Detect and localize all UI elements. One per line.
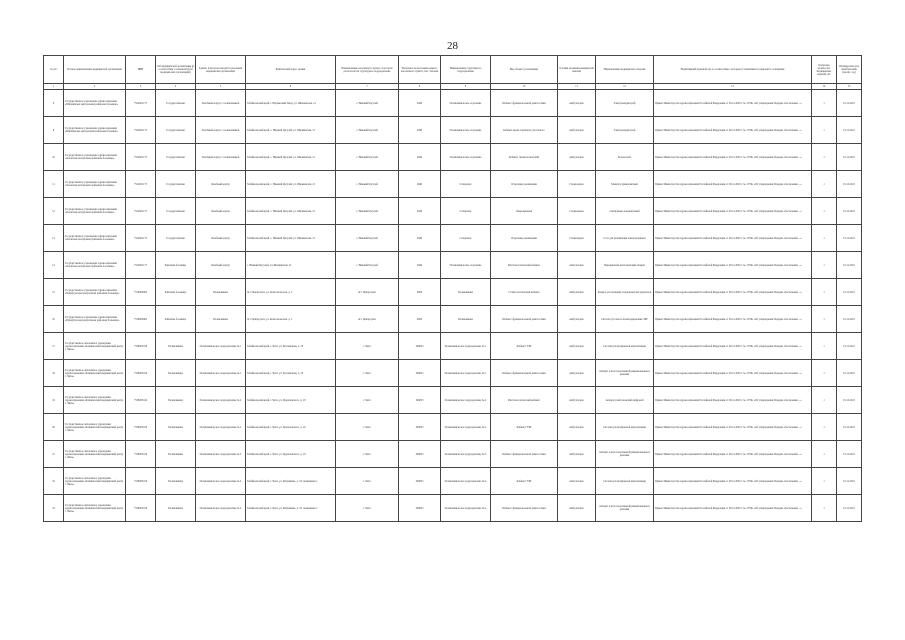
planned-date-cell: 01.12.2021 bbox=[837, 279, 862, 306]
device-name-cell: Светильник операционный bbox=[596, 198, 654, 225]
legal-act-cell: Приказ Министерства здравоохранения Российской Федерации от 28.12.2020 г. № 1379н «Об утверждении Порядка обеспечения ...» bbox=[654, 414, 812, 441]
row-number-cell: 13 bbox=[44, 225, 64, 252]
row-number-cell: 23 bbox=[44, 495, 64, 522]
page-number: 28 bbox=[447, 40, 458, 52]
quantity-cell: 1 bbox=[812, 306, 837, 333]
organization-type-cell: Государственная bbox=[156, 198, 196, 225]
settlement-cell: с. Нижний Цасучей bbox=[336, 90, 399, 117]
row-number-cell: 8 bbox=[44, 90, 64, 117]
quantity-cell: 1 bbox=[812, 495, 837, 522]
inn-cell: 7518000962 bbox=[126, 306, 156, 333]
settlement-cell: г. Чита bbox=[336, 333, 399, 360]
table-row bbox=[44, 90, 862, 117]
column-header: Полное наименование медицинской организации bbox=[64, 56, 126, 84]
quantity-cell: 1 bbox=[812, 198, 837, 225]
population-cell: 9000 bbox=[399, 279, 441, 306]
column-header: № п/п bbox=[44, 56, 64, 84]
organization-name-cell: Государственное автономное учреждение здравоохранения «Клинический медицинский центр г. Читы» bbox=[64, 387, 126, 414]
settlement-cell: г. Чита bbox=[336, 441, 399, 468]
quantity-cell: 1 bbox=[812, 414, 837, 441]
object-type-cell: Кабинет функциональной диагностики bbox=[491, 360, 558, 387]
device-name-cell: Система суточного мониторирования ЭКГ bbox=[596, 306, 654, 333]
care-conditions-cell: Амбулаторно bbox=[558, 333, 596, 360]
legal-act-cell: Приказ Министерства здравоохранения Российской Федерации от 28.12.2020 г. № 1379н «Об утверждении Порядка обеспечения ...» bbox=[654, 144, 812, 171]
device-name-cell: Аппарат для исследования функции внешнего дыхания bbox=[596, 495, 654, 522]
care-conditions-cell: Амбулаторно bbox=[558, 360, 596, 387]
population-cell: 349005 bbox=[399, 468, 441, 495]
quantity-cell: 1 bbox=[812, 468, 837, 495]
row-number-cell: 17 bbox=[44, 333, 64, 360]
organization-name-cell: Государственное автономное учреждение здравоохранения «Клинический медицинский центр г. Читы» bbox=[64, 360, 126, 387]
subdivision-cell: Поликлиническое подразделение № 1 bbox=[441, 333, 491, 360]
object-type-cell: Кабинет функциональной диагностики bbox=[491, 90, 558, 117]
column-number: 1 bbox=[44, 84, 64, 90]
settlement-cell: пгт. Приаргунск bbox=[336, 306, 399, 333]
table-row bbox=[44, 441, 862, 468]
column-header: Численность населения данного населенного пункта, тыс. человек bbox=[399, 56, 441, 84]
column-header: Наименование структурного подразделения bbox=[441, 56, 491, 84]
legal-act-cell: Приказ Министерства здравоохранения Российской Федерации от 28.12.2020 г. № 1379н «Об утверждении Порядка обеспечения ...» bbox=[654, 468, 812, 495]
table-row bbox=[44, 360, 862, 387]
inn-cell: 7536003416 bbox=[126, 468, 156, 495]
organization-name-cell: Государственное учреждение здравоохранения «Шилкинская центральная районная больница» bbox=[64, 90, 126, 117]
planned-date-cell: 01.12.2021 bbox=[837, 387, 862, 414]
column-header: Тип медицинской организации (в соответствии с номенклатурой медицинских организаций) bbox=[156, 56, 196, 84]
inn-cell: 7524001173 bbox=[126, 171, 156, 198]
address-cell: Забайкальский край, г. Чита, ул. Богомягкова, д. 23 bbox=[246, 360, 336, 387]
column-number: 2 bbox=[64, 84, 126, 90]
address-cell: Забайкальский край, с. Нижний Цасучей, ул. Шилкинская, 21 bbox=[246, 225, 336, 252]
subdivision-cell: Поликлиническое подразделение № 3 bbox=[441, 441, 491, 468]
object-type-cell: Кабинет гинекологический bbox=[491, 144, 558, 171]
quantity-cell: 1 bbox=[812, 90, 837, 117]
population-cell: 2940 bbox=[399, 144, 441, 171]
planned-date-cell: 01.12.2021 bbox=[837, 360, 862, 387]
planned-date-cell: 01.12.2021 bbox=[837, 414, 862, 441]
legal-act-cell: Приказ Министерства здравоохранения Российской Федерации от 28.12.2020 г. № 1379н «Об утверждении Порядка обеспечения ...» bbox=[654, 90, 812, 117]
legal-act-cell: Приказ Министерства здравоохранения Российской Федерации от 28.12.2020 г. № 1379н «Об утверждении Порядка обеспечения ...» bbox=[654, 252, 812, 279]
population-cell: 349005 bbox=[399, 414, 441, 441]
organization-name-cell: Государственное автономное учреждение здравоохранения «Клинический медицинский центр г. Читы» bbox=[64, 441, 126, 468]
planned-date-cell: 01.12.2021 bbox=[837, 198, 862, 225]
row-number-cell: 22 bbox=[44, 468, 64, 495]
column-number: 13 bbox=[654, 84, 812, 90]
quantity-cell: 1 bbox=[812, 171, 837, 198]
settlement-cell: с. Нижний Цасучей bbox=[336, 252, 399, 279]
care-conditions-cell: Стационарно bbox=[558, 171, 596, 198]
column-number: 6 bbox=[246, 84, 336, 90]
quantity-cell: 1 bbox=[812, 144, 837, 171]
organization-type-cell: Государственная bbox=[156, 171, 196, 198]
care-conditions-cell: Амбулаторно bbox=[558, 252, 596, 279]
care-conditions-cell: Амбулаторно bbox=[558, 414, 596, 441]
inn-cell: 7536003416 bbox=[126, 441, 156, 468]
object-type-cell: Операционная bbox=[491, 198, 558, 225]
inn-cell: 7524001173 bbox=[126, 117, 156, 144]
table-header bbox=[44, 56, 862, 90]
organization-type-cell: Районная больница bbox=[156, 252, 196, 279]
settlement-cell: г. Чита bbox=[336, 468, 399, 495]
organization-type-cell: Государственная bbox=[156, 90, 196, 117]
inn-cell: 7524001173 bbox=[126, 198, 156, 225]
quantity-cell: 1 bbox=[812, 279, 837, 306]
population-cell: 9000 bbox=[399, 306, 441, 333]
object-type-cell: Кабинет УЗИ bbox=[491, 468, 558, 495]
settlement-cell: с. Нижний Цасучей bbox=[336, 198, 399, 225]
building-cell: Поликлиническое подразделение № 3 bbox=[196, 441, 246, 468]
inn-cell: 7524001173 bbox=[126, 90, 156, 117]
device-name-cell: Система ультразвуковой визуализации bbox=[596, 414, 654, 441]
building-cell: Поликлиническое подразделение № 2 bbox=[196, 387, 246, 414]
subdivision-cell: Стационар bbox=[441, 198, 491, 225]
row-number-cell: 10 bbox=[44, 144, 64, 171]
care-conditions-cell: Амбулаторно bbox=[558, 279, 596, 306]
row-number-cell: 14 bbox=[44, 252, 64, 279]
legal-act-cell: Приказ Министерства здравоохранения Российской Федерации от 28.12.2020 г. № 1379н «Об утверждении Порядка обеспечения ...» bbox=[654, 279, 812, 306]
device-name-cell: Монитор прикроватный bbox=[596, 171, 654, 198]
device-name-cell: Система ультразвуковой визуализации bbox=[596, 333, 654, 360]
organization-name-cell: Государственное учреждение здравоохранения «Приаргунская центральная районная больница» bbox=[64, 306, 126, 333]
device-name-cell: Система ультразвуковой визуализации bbox=[596, 468, 654, 495]
object-type-cell: Кабинет функциональной диагностики bbox=[491, 495, 558, 522]
address-cell: Забайкальский край, г. Чита, ул. Бабушкина, д. 18, помещение 1 bbox=[246, 495, 336, 522]
device-name-cell: Электрокардиограф bbox=[596, 90, 654, 117]
quantity-cell: 1 bbox=[812, 252, 837, 279]
inn-cell: 7536003416 bbox=[126, 414, 156, 441]
address-cell: Забайкальский край, г. Чита, ул. Курнатовского, д. 18 bbox=[246, 441, 336, 468]
inn-cell: 7524001173 bbox=[126, 252, 156, 279]
care-conditions-cell: Амбулаторно bbox=[558, 306, 596, 333]
row-number-cell: 18 bbox=[44, 360, 64, 387]
quantity-cell: 1 bbox=[812, 333, 837, 360]
row-number-cell: 20 bbox=[44, 414, 64, 441]
care-conditions-cell: Амбулаторно bbox=[558, 144, 596, 171]
table-row bbox=[44, 414, 862, 441]
settlement-cell: г. Чита bbox=[336, 387, 399, 414]
settlement-cell: с. Нижний Цасучей bbox=[336, 117, 399, 144]
organization-type-cell: Поликлиника bbox=[156, 387, 196, 414]
organization-name-cell: Государственное учреждение здравоохранения «Ононская центральная районная больница» bbox=[64, 252, 126, 279]
legal-act-cell: Приказ Министерства здравоохранения Российской Федерации от 28.12.2020 г. № 1379н «Об утверждении Порядка обеспечения ...» bbox=[654, 117, 812, 144]
building-cell: Поликлиническое подразделение № 4 bbox=[196, 495, 246, 522]
column-number: 14 bbox=[812, 84, 837, 90]
building-cell: Лечебный корпус bbox=[196, 252, 246, 279]
address-cell: Забайкальский край, г. Нерчинский Завод, ул. Шилкинская, 21 bbox=[246, 90, 336, 117]
planned-date-cell: 01.12.2021 bbox=[837, 117, 862, 144]
row-number-cell: 12 bbox=[44, 198, 64, 225]
table-row bbox=[44, 171, 862, 198]
care-conditions-cell: Амбулаторно bbox=[558, 117, 596, 144]
row-number-cell: 19 bbox=[44, 387, 64, 414]
settlement-cell: г. Чита bbox=[336, 495, 399, 522]
population-cell: 2940 bbox=[399, 117, 441, 144]
inn-cell: 7524001173 bbox=[126, 144, 156, 171]
organization-type-cell: Районная больница bbox=[156, 306, 196, 333]
subdivision-cell: Поликлиническое отделение bbox=[441, 117, 491, 144]
population-cell: 2940 bbox=[399, 171, 441, 198]
address-cell: Забайкальский край, с. Нижний Цасучей, ул. Шилкинская, 21 bbox=[246, 171, 336, 198]
column-number: 10 bbox=[491, 84, 558, 90]
organization-name-cell: Государственное учреждение здравоохранения «Шилкинская центральная районная больница» bbox=[64, 117, 126, 144]
column-header: ИНН bbox=[126, 56, 156, 84]
object-type-cell: Отделение реанимации bbox=[491, 225, 558, 252]
settlement-cell: г. Чита bbox=[336, 414, 399, 441]
building-cell: Поликлиника bbox=[196, 306, 246, 333]
subdivision-cell: Поликлиника bbox=[441, 306, 491, 333]
address-cell: Забайкальский край, г. Чита, ул. Богомягкова, д. 23 bbox=[246, 333, 336, 360]
planned-date-cell: 01.12.2021 bbox=[837, 90, 862, 117]
column-number: 7 bbox=[336, 84, 399, 90]
care-conditions-cell: Стационарно bbox=[558, 225, 596, 252]
legal-act-cell: Приказ Министерства здравоохранения Российской Федерации от 28.12.2020 г. № 1379н «Об утверждении Порядка обеспечения ...» bbox=[654, 225, 812, 252]
column-header: Условия оказания медицинской помощи bbox=[558, 56, 596, 84]
planned-date-cell: 01.12.2021 bbox=[837, 171, 862, 198]
organization-name-cell: Государственное учреждение здравоохранения «Ононская центральная районная больница» bbox=[64, 198, 126, 225]
legal-act-cell: Приказ Министерства здравоохранения Российской Федерации от 28.12.2020 г. № 1379н «Об утверждении Порядка обеспечения ...» bbox=[654, 360, 812, 387]
column-header: Требуемое количество медицинских изделий, шт. bbox=[812, 56, 837, 84]
care-conditions-cell: Амбулаторно bbox=[558, 468, 596, 495]
device-name-cell: Передвижной рентгеновский аппарат bbox=[596, 252, 654, 279]
address-cell: Забайкальский край, г. Чита, ул. Курнатовского, д. 18 bbox=[246, 387, 336, 414]
device-name-cell: Электрокардиограф bbox=[596, 117, 654, 144]
building-cell: Лечебный корпус с поликлиникой bbox=[196, 90, 246, 117]
subdivision-cell: Поликлиническое подразделение № 4 bbox=[441, 495, 491, 522]
quantity-cell: 1 bbox=[812, 360, 837, 387]
organization-name-cell: Государственное учреждение здравоохранения «Ононская центральная районная больница» bbox=[64, 225, 126, 252]
row-number-cell: 15 bbox=[44, 279, 64, 306]
organization-name-cell: Государственное учреждение здравоохранения «Приаргунская центральная районная больница» bbox=[64, 279, 126, 306]
table-body bbox=[44, 90, 862, 522]
planned-date-cell: 01.12.2021 bbox=[837, 144, 862, 171]
subdivision-cell: Поликлиническое подразделение № 2 bbox=[441, 387, 491, 414]
column-number: 4 bbox=[156, 84, 196, 90]
subdivision-cell: Поликлиническое подразделение № 1 bbox=[441, 360, 491, 387]
object-type-cell: Кабинет УЗИ bbox=[491, 333, 558, 360]
population-cell: 349005 bbox=[399, 495, 441, 522]
object-type-cell: Стоматологический кабинет bbox=[491, 279, 558, 306]
legal-act-cell: Приказ Министерства здравоохранения Российской Федерации от 28.12.2020 г. № 1379н «Об утверждении Порядка обеспечения ...» bbox=[654, 198, 812, 225]
table-row bbox=[44, 144, 862, 171]
care-conditions-cell: Амбулаторно bbox=[558, 387, 596, 414]
planned-date-cell: 01.12.2021 bbox=[837, 333, 862, 360]
device-name-cell: Кольпоскоп bbox=[596, 144, 654, 171]
population-cell: 349005 bbox=[399, 387, 441, 414]
address-cell: Забайкальский край, г. Чита, ул. Курнатовского, д. 18 bbox=[246, 414, 336, 441]
building-cell: Лечебный корпус bbox=[196, 198, 246, 225]
column-header: Вид объекта (оснащения) bbox=[491, 56, 558, 84]
organization-type-cell: Поликлиника bbox=[156, 495, 196, 522]
table-row bbox=[44, 279, 862, 306]
header-row bbox=[44, 56, 862, 84]
column-header: Фактический адрес здания bbox=[246, 56, 336, 84]
planned-date-cell: 01.12.2021 bbox=[837, 252, 862, 279]
settlement-cell: пгт. Приаргунск bbox=[336, 279, 399, 306]
quantity-cell: 1 bbox=[812, 441, 837, 468]
address-cell: пгт. Приаргунск, ул. Комсомольская, д. 5 bbox=[246, 279, 336, 306]
population-cell: 2940 bbox=[399, 252, 441, 279]
inn-cell: 7536003416 bbox=[126, 360, 156, 387]
organization-name-cell: Государственное автономное учреждение здравоохранения «Клинический медицинский центр г. Читы» bbox=[64, 495, 126, 522]
building-cell: Поликлиническое подразделение № 1 bbox=[196, 333, 246, 360]
inn-cell: 7536003416 bbox=[126, 333, 156, 360]
organization-name-cell: Государственное учреждение здравоохранения «Ононская центральная районная больница» bbox=[64, 171, 126, 198]
row-number-cell: 21 bbox=[44, 441, 64, 468]
population-cell: 2940 bbox=[399, 198, 441, 225]
legal-act-cell: Приказ Министерства здравоохранения Российской Федерации от 28.12.2020 г. № 1379н «Об утверждении Порядка обеспечения ...» bbox=[654, 171, 812, 198]
column-header: Нормативный правовой акт, в соответствии с которым устанавливается приоритет оснащения bbox=[654, 56, 812, 84]
column-header: Здание, в котором находится указанная медицинская организация bbox=[196, 56, 246, 84]
table-row bbox=[44, 468, 862, 495]
organization-type-cell: Поликлиника bbox=[156, 441, 196, 468]
object-type-cell: Кабинет врача-терапевта участкового bbox=[491, 117, 558, 144]
table-row bbox=[44, 252, 862, 279]
organization-type-cell: Поликлиника bbox=[156, 360, 196, 387]
inn-cell: 7536003416 bbox=[126, 495, 156, 522]
legal-act-cell: Приказ Министерства здравоохранения Российской Федерации от 28.12.2020 г. № 1379н «Об утверждении Порядка обеспечения ...» bbox=[654, 306, 812, 333]
quantity-cell: 1 bbox=[812, 387, 837, 414]
row-number-cell: 16 bbox=[44, 306, 64, 333]
building-cell: Поликлиническое подразделение № 4 bbox=[196, 468, 246, 495]
building-cell: Поликлиника bbox=[196, 279, 246, 306]
column-number: 12 bbox=[596, 84, 654, 90]
address-cell: Забайкальский край, г. Чита, ул. Бабушкина, д. 18, помещение 1 bbox=[246, 468, 336, 495]
table-row bbox=[44, 387, 862, 414]
object-type-cell: Кабинет функциональной диагностики bbox=[491, 306, 558, 333]
address-cell: с. Нижний Цасучей, ул. Шилкинская, 21 bbox=[246, 252, 336, 279]
table-row bbox=[44, 495, 862, 522]
legal-act-cell: Приказ Министерства здравоохранения Российской Федерации от 28.12.2020 г. № 1379н «Об утверждении Порядка обеспечения ...» bbox=[654, 387, 812, 414]
subdivision-cell: Поликлиника bbox=[441, 279, 491, 306]
device-name-cell: Стол для реанимации новорожденных bbox=[596, 225, 654, 252]
subdivision-cell: Стационар bbox=[441, 171, 491, 198]
subdivision-cell: Поликлиническое подразделение № 2 bbox=[441, 414, 491, 441]
settlement-cell: с. Нижний Цасучей bbox=[336, 225, 399, 252]
row-number-cell: 11 bbox=[44, 171, 64, 198]
object-type-cell: Рентгенологический кабинет bbox=[491, 387, 558, 414]
building-cell: Поликлиническое подразделение № 1 bbox=[196, 360, 246, 387]
organization-name-cell: Государственное автономное учреждение здравоохранения «Клинический медицинский центр г. Читы» bbox=[64, 333, 126, 360]
organization-type-cell: Государственная bbox=[156, 117, 196, 144]
building-cell: Поликлиническое подразделение № 2 bbox=[196, 414, 246, 441]
column-number: 15 bbox=[837, 84, 862, 90]
table-row bbox=[44, 198, 862, 225]
population-cell: 349005 bbox=[399, 333, 441, 360]
care-conditions-cell: Амбулаторно bbox=[558, 441, 596, 468]
organization-name-cell: Государственное автономное учреждение здравоохранения «Клинический медицинский центр г. Читы» bbox=[64, 468, 126, 495]
subdivision-cell: Поликлиническое отделение bbox=[441, 144, 491, 171]
inn-cell: 7536003416 bbox=[126, 387, 156, 414]
population-cell: 349005 bbox=[399, 360, 441, 387]
planned-date-cell: 01.12.2021 bbox=[837, 495, 862, 522]
settlement-cell: с. Нижний Цасучей bbox=[336, 144, 399, 171]
organization-type-cell: Районная больница bbox=[156, 279, 196, 306]
column-number: 9 bbox=[441, 84, 491, 90]
building-cell: Лечебный корпус bbox=[196, 225, 246, 252]
care-conditions-cell: Амбулаторно bbox=[558, 495, 596, 522]
device-name-cell: Аппарат рентгеновский цифровой bbox=[596, 387, 654, 414]
quantity-cell: 1 bbox=[812, 225, 837, 252]
population-cell: 2940 bbox=[399, 90, 441, 117]
organization-name-cell: Государственное автономное учреждение здравоохранения «Клинический медицинский центр г. Читы» bbox=[64, 414, 126, 441]
address-cell: пгт. Приаргунск, ул. Комсомольская, д. 5 bbox=[246, 306, 336, 333]
quantity-cell: 1 bbox=[812, 117, 837, 144]
subdivision-cell: Поликлиническое отделение bbox=[441, 90, 491, 117]
column-number: 3 bbox=[126, 84, 156, 90]
device-name-cell: Аппарат для исследования функции внешнего дыхания bbox=[596, 441, 654, 468]
subdivision-cell: Стационар bbox=[441, 225, 491, 252]
care-conditions-cell: Амбулаторно bbox=[558, 90, 596, 117]
legal-act-cell: Приказ Министерства здравоохранения Российской Федерации от 28.12.2020 г. № 1379н «Об утверждении Порядка обеспечения ...» bbox=[654, 495, 812, 522]
table-row bbox=[44, 333, 862, 360]
settlement-cell: г. Чита bbox=[336, 360, 399, 387]
object-type-cell: Отделение реанимации bbox=[491, 171, 558, 198]
building-cell: Лечебный корпус с поликлиникой bbox=[196, 117, 246, 144]
legal-act-cell: Приказ Министерства здравоохранения Российской Федерации от 28.12.2020 г. № 1379н «Об утверждении Порядка обеспечения ...» bbox=[654, 333, 812, 360]
object-type-cell: Рентгенологический кабинет bbox=[491, 252, 558, 279]
organization-type-cell: Государственная bbox=[156, 225, 196, 252]
settlement-cell: с. Нижний Цасучей bbox=[336, 171, 399, 198]
planned-date-cell: 01.12.2021 bbox=[837, 441, 862, 468]
address-cell: Забайкальский край, с. Нижний Цасучей, ул. Шилкинская, 21 bbox=[246, 117, 336, 144]
population-cell: 349005 bbox=[399, 441, 441, 468]
device-name-cell: Камера для хранения стерильных инструментов bbox=[596, 279, 654, 306]
planned-date-cell: 01.12.2021 bbox=[837, 468, 862, 495]
object-type-cell: Кабинет УЗИ bbox=[491, 414, 558, 441]
column-header: Планируемая дата приобретения (месяц, год) bbox=[837, 56, 862, 84]
building-cell: Лечебный корпус bbox=[196, 171, 246, 198]
object-type-cell: Кабинет функциональной диагностики bbox=[491, 441, 558, 468]
table-row bbox=[44, 306, 862, 333]
column-number: 5 bbox=[196, 84, 246, 90]
subdivision-cell: Поликлиническое подразделение № 4 bbox=[441, 468, 491, 495]
column-header: Наименование медицинского изделия bbox=[596, 56, 654, 84]
planned-date-cell: 01.12.2021 bbox=[837, 306, 862, 333]
row-number-cell: 9 bbox=[44, 117, 64, 144]
device-name-cell: Аппарат для исследования функции внешнего дыхания bbox=[596, 360, 654, 387]
population-cell: 2940 bbox=[399, 225, 441, 252]
column-number: 8 bbox=[399, 84, 441, 90]
organization-type-cell: Поликлиника bbox=[156, 468, 196, 495]
organization-type-cell: Поликлиника bbox=[156, 414, 196, 441]
column-header: Наименование населенного пункта, в котором располагается структурное подразделение bbox=[336, 56, 399, 84]
organization-type-cell: Поликлиника bbox=[156, 333, 196, 360]
address-cell: Забайкальский край, с. Нижний Цасучей, ул. Шилкинская, 21 bbox=[246, 144, 336, 171]
planned-date-cell: 01.12.2021 bbox=[837, 225, 862, 252]
column-number: 11 bbox=[558, 84, 596, 90]
address-cell: Забайкальский край, с. Нижний Цасучей, ул. Шилкинская, 21 bbox=[246, 198, 336, 225]
organization-type-cell: Государственная bbox=[156, 144, 196, 171]
organization-name-cell: Государственное учреждение здравоохранения «Ононская центральная районная больница» bbox=[64, 144, 126, 171]
subdivision-cell: Поликлиническое отделение bbox=[441, 252, 491, 279]
table-row bbox=[44, 117, 862, 144]
table-row bbox=[44, 225, 862, 252]
equipment-register-table bbox=[43, 55, 862, 522]
inn-cell: 7524001173 bbox=[126, 225, 156, 252]
inn-cell: 7518000962 bbox=[126, 279, 156, 306]
care-conditions-cell: Стационарно bbox=[558, 198, 596, 225]
building-cell: Лечебный корпус с поликлиникой bbox=[196, 144, 246, 171]
legal-act-cell: Приказ Министерства здравоохранения Российской Федерации от 28.12.2020 г. № 1379н «Об утверждении Порядка обеспечения ...» bbox=[654, 441, 812, 468]
